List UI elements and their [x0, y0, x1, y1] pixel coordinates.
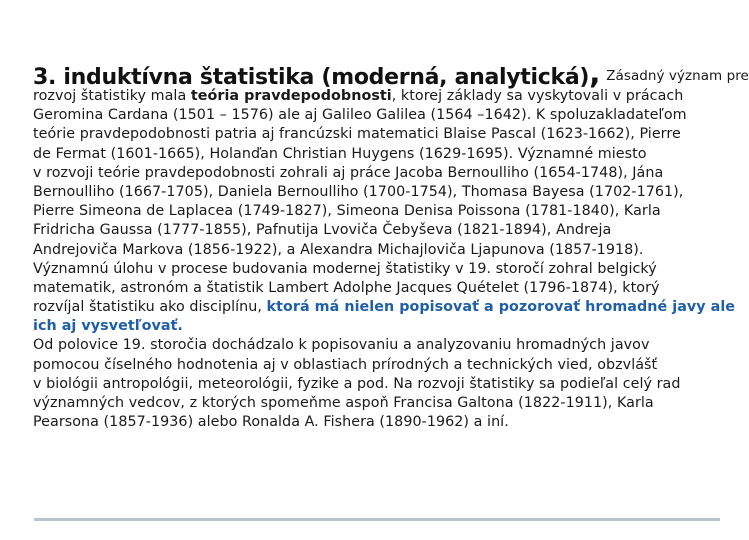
highlighted-phrase: ktorá má nielen popisovať a pozorovať hromadné javy ale: [266, 299, 736, 316]
highlighted-phrase: ich aj vysvetľovať.: [33, 318, 183, 335]
paragraph-line: Od polovice 19. storočia dochádzalo k popisovaniu a analyzovaniu hromadných javov: [33, 337, 650, 354]
bottom-divider: [34, 518, 720, 521]
paragraph-line: matematik, astronóm a štatistik Lambert Adolphe Jacques Quételet (1796-1874), ktorý: [33, 279, 660, 296]
text-run: rozvoj štatistiky mala: [33, 88, 191, 104]
text-run: rozvíjal štatistiku ako disciplínu,: [33, 299, 267, 316]
paragraph-line: Geromina Cardana (1501 – 1576) ale aj Galileo Galilea (1564 –1642). K spoluzakladateľom: [33, 107, 687, 124]
paragraph-line: Bernoulliho (1667-1705), Daniela Bernoulliho (1700-1754), Thomasa Bayesa (1702-1761),: [33, 183, 684, 200]
heading-comma: ,: [589, 56, 601, 91]
slide-text-body: [33, 56, 749, 432]
paragraph-line: Pierre Simeona de Laplacea (1749-1827), Simeona Denisa Poissona (1781-1840), Karla: [33, 203, 661, 220]
paragraph-line: Pearsona (1857-1936) alebo Ronalda A. Fishera (1890-1962) a iní.: [33, 414, 509, 431]
paragraph-line: [33, 317, 719, 336]
heading-continuation: Zásadný význam pre: [606, 68, 749, 84]
paragraph-line: [33, 87, 719, 106]
heading-line: [33, 56, 749, 91]
paragraph-line: významných vedcov, z ktorých spomeňme aspoň Francisa Galtona (1822-1911), Karla: [33, 395, 654, 411]
paragraph-line: teórie pravdepodobnosti patria aj francúzski matematici Blaise Pascal (1623-1662), Pierre: [33, 126, 681, 143]
paragraph-line: pomocou číselného hodnotenia aj v oblastiach prírodných a technických vied, obzvlášť: [33, 356, 658, 373]
paragraph-line: Fridricha Gaussa (1777-1855), Pafnutija Lvoviča Čebyševa (1821-1894), Andreja: [33, 222, 612, 239]
paragraph-line: v biológii antropológii, meteorológii, fyzike a pod. Na rozvoji štatistiky sa podieľal celý rad: [33, 375, 681, 392]
text-run: , ktorej základy sa vyskytovali v prácach: [391, 88, 684, 104]
paragraph-line: Andrejoviča Markova (1856-1922), a Alexandra Michajloviča Ljapunova (1857-1918).: [33, 241, 644, 258]
section-heading: 3. induktívna štatistika (moderná, analytická): [33, 64, 590, 90]
bold-term: teória pravdepodobnosti: [190, 88, 392, 104]
paragraph-line: v rozvoji teórie pravdepodobnosti zohrali aj práce Jacoba Bernoulliho (1654-1748), Jána: [33, 164, 664, 181]
paragraph-line: [33, 298, 736, 317]
paragraph-line: Významnú úlohu v procese budovania modernej štatistiky v 19. storočí zohral belgický: [33, 260, 657, 277]
paragraph-line: de Fermat (1601-1665), Holanďan Christian Huygens (1629-1695). Významné miesto: [33, 145, 647, 162]
